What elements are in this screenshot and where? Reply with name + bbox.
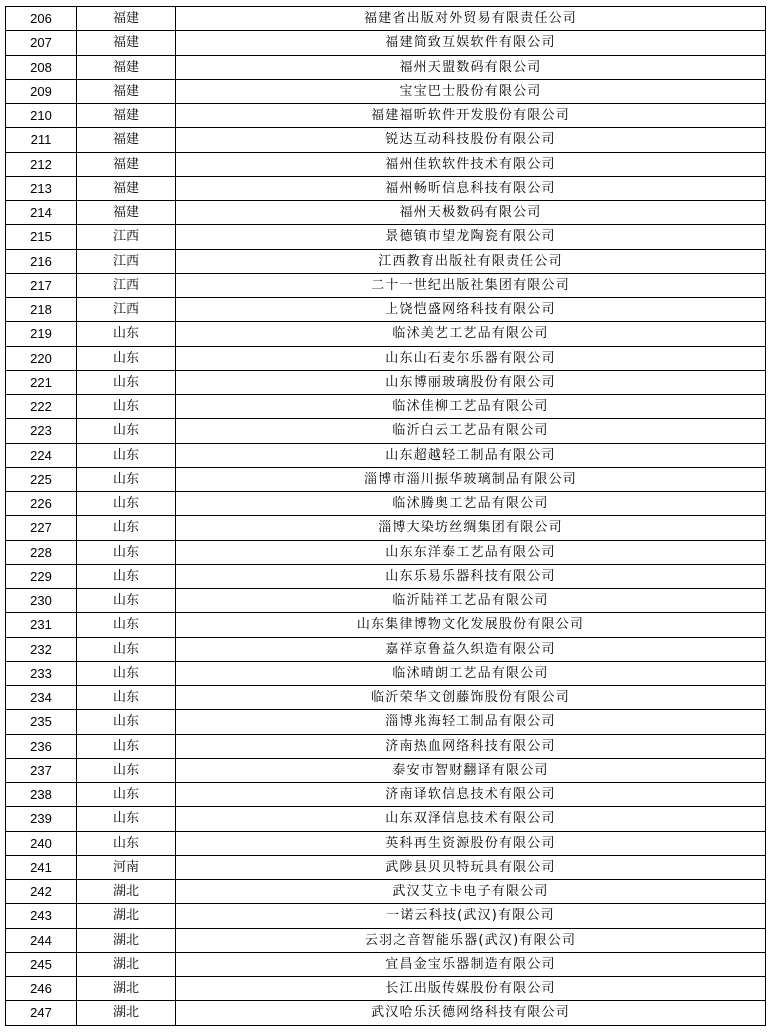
table-row xyxy=(6,734,766,758)
row-number-cell: 221 xyxy=(6,370,77,394)
company-name-cell: 临沭美艺工艺品有限公司 xyxy=(176,322,766,346)
table-body xyxy=(6,7,766,1026)
table-row xyxy=(6,637,766,661)
table-row xyxy=(6,613,766,637)
province-cell: 山东 xyxy=(77,758,176,782)
row-number-cell: 246 xyxy=(6,977,77,1001)
table-row xyxy=(6,79,766,103)
table-row xyxy=(6,564,766,588)
company-name-cell: 山东东洋泰工艺品有限公司 xyxy=(176,540,766,564)
table-row xyxy=(6,322,766,346)
table-row xyxy=(6,783,766,807)
company-name-cell: 锐达互动科技股份有限公司 xyxy=(176,128,766,152)
province-cell: 湖北 xyxy=(77,952,176,976)
province-cell: 山东 xyxy=(77,783,176,807)
company-name-cell: 山东集律博物文化发展股份有限公司 xyxy=(176,613,766,637)
province-cell: 山东 xyxy=(77,540,176,564)
row-number-cell: 213 xyxy=(6,176,77,200)
province-cell: 山东 xyxy=(77,637,176,661)
province-cell: 江西 xyxy=(77,298,176,322)
table-row xyxy=(6,31,766,55)
province-cell: 山东 xyxy=(77,419,176,443)
table-row xyxy=(6,758,766,782)
company-name-cell: 福州天极数码有限公司 xyxy=(176,201,766,225)
row-number-cell: 214 xyxy=(6,201,77,225)
table-row xyxy=(6,467,766,491)
row-number-cell: 229 xyxy=(6,564,77,588)
row-number-cell: 209 xyxy=(6,79,77,103)
company-name-cell: 武陟县贝贝特玩具有限公司 xyxy=(176,855,766,879)
province-cell: 山东 xyxy=(77,589,176,613)
table-row xyxy=(6,855,766,879)
row-number-cell: 208 xyxy=(6,55,77,79)
province-cell: 湖北 xyxy=(77,904,176,928)
province-cell: 山东 xyxy=(77,564,176,588)
province-cell: 福建 xyxy=(77,152,176,176)
province-cell: 山东 xyxy=(77,734,176,758)
row-number-cell: 240 xyxy=(6,831,77,855)
row-number-cell: 210 xyxy=(6,104,77,128)
company-name-cell: 宜昌金宝乐器制造有限公司 xyxy=(176,952,766,976)
province-cell: 山东 xyxy=(77,322,176,346)
province-cell: 山东 xyxy=(77,443,176,467)
table-row xyxy=(6,225,766,249)
province-cell: 山东 xyxy=(77,686,176,710)
row-number-cell: 219 xyxy=(6,322,77,346)
table-row xyxy=(6,1001,766,1025)
company-name-cell: 济南译软信息技术有限公司 xyxy=(176,783,766,807)
company-name-cell: 福州天盟数码有限公司 xyxy=(176,55,766,79)
province-cell: 福建 xyxy=(77,104,176,128)
table-row xyxy=(6,104,766,128)
company-name-cell: 临沂荣华文创藤饰股份有限公司 xyxy=(176,686,766,710)
row-number-cell: 227 xyxy=(6,516,77,540)
table-row xyxy=(6,831,766,855)
table-row xyxy=(6,589,766,613)
province-cell: 福建 xyxy=(77,55,176,79)
row-number-cell: 217 xyxy=(6,273,77,297)
company-name-cell: 宝宝巴士股份有限公司 xyxy=(176,79,766,103)
company-name-cell: 临沂陆祥工艺品有限公司 xyxy=(176,589,766,613)
province-cell: 湖北 xyxy=(77,928,176,952)
company-list-table xyxy=(5,6,766,1026)
row-number-cell: 239 xyxy=(6,807,77,831)
company-name-cell: 泰安市智财翻译有限公司 xyxy=(176,758,766,782)
row-number-cell: 245 xyxy=(6,952,77,976)
table-row xyxy=(6,686,766,710)
province-cell: 山东 xyxy=(77,370,176,394)
province-cell: 山东 xyxy=(77,661,176,685)
table-row xyxy=(6,152,766,176)
table-row xyxy=(6,419,766,443)
row-number-cell: 233 xyxy=(6,661,77,685)
row-number-cell: 220 xyxy=(6,346,77,370)
table-row xyxy=(6,904,766,928)
table-row xyxy=(6,7,766,31)
company-list-table-container xyxy=(5,6,765,1026)
province-cell: 山东 xyxy=(77,710,176,734)
company-name-cell: 淄博大染坊丝绸集团有限公司 xyxy=(176,516,766,540)
table-row xyxy=(6,346,766,370)
table-row xyxy=(6,201,766,225)
row-number-cell: 247 xyxy=(6,1001,77,1025)
row-number-cell: 241 xyxy=(6,855,77,879)
province-cell: 山东 xyxy=(77,831,176,855)
company-name-cell: 山东山石麦尔乐器有限公司 xyxy=(176,346,766,370)
table-row xyxy=(6,710,766,734)
row-number-cell: 230 xyxy=(6,589,77,613)
province-cell: 福建 xyxy=(77,79,176,103)
province-cell: 福建 xyxy=(77,176,176,200)
table-row xyxy=(6,370,766,394)
row-number-cell: 216 xyxy=(6,249,77,273)
province-cell: 山东 xyxy=(77,613,176,637)
company-name-cell: 武汉艾立卡电子有限公司 xyxy=(176,880,766,904)
row-number-cell: 218 xyxy=(6,298,77,322)
row-number-cell: 243 xyxy=(6,904,77,928)
row-number-cell: 226 xyxy=(6,492,77,516)
table-row xyxy=(6,516,766,540)
row-number-cell: 234 xyxy=(6,686,77,710)
row-number-cell: 237 xyxy=(6,758,77,782)
province-cell: 江西 xyxy=(77,273,176,297)
company-name-cell: 福建省出版对外贸易有限责任公司 xyxy=(176,7,766,31)
company-name-cell: 山东乐易乐器科技有限公司 xyxy=(176,564,766,588)
row-number-cell: 235 xyxy=(6,710,77,734)
company-name-cell: 淄博市淄川振华玻璃制品有限公司 xyxy=(176,467,766,491)
row-number-cell: 224 xyxy=(6,443,77,467)
company-name-cell: 英科再生资源股份有限公司 xyxy=(176,831,766,855)
row-number-cell: 236 xyxy=(6,734,77,758)
row-number-cell: 222 xyxy=(6,395,77,419)
company-name-cell: 济南热血网络科技有限公司 xyxy=(176,734,766,758)
company-name-cell: 福建福昕软件开发股份有限公司 xyxy=(176,104,766,128)
company-name-cell: 临沂白云工艺品有限公司 xyxy=(176,419,766,443)
company-name-cell: 云羽之音智能乐器(武汉)有限公司 xyxy=(176,928,766,952)
company-name-cell: 江西教育出版社有限责任公司 xyxy=(176,249,766,273)
province-cell: 山东 xyxy=(77,516,176,540)
table-row xyxy=(6,176,766,200)
company-name-cell: 嘉祥京鲁益久织造有限公司 xyxy=(176,637,766,661)
company-name-cell: 武汉哈乐沃德网络科技有限公司 xyxy=(176,1001,766,1025)
table-row xyxy=(6,443,766,467)
province-cell: 湖北 xyxy=(77,880,176,904)
row-number-cell: 207 xyxy=(6,31,77,55)
table-row xyxy=(6,395,766,419)
table-row xyxy=(6,273,766,297)
province-cell: 福建 xyxy=(77,7,176,31)
row-number-cell: 231 xyxy=(6,613,77,637)
province-cell: 山东 xyxy=(77,346,176,370)
row-number-cell: 223 xyxy=(6,419,77,443)
company-name-cell: 临沭腾奥工艺品有限公司 xyxy=(176,492,766,516)
province-cell: 福建 xyxy=(77,201,176,225)
table-row xyxy=(6,492,766,516)
company-name-cell: 福州佳软软件技术有限公司 xyxy=(176,152,766,176)
row-number-cell: 228 xyxy=(6,540,77,564)
province-cell: 山东 xyxy=(77,467,176,491)
table-row xyxy=(6,977,766,1001)
company-name-cell: 二十一世纪出版社集团有限公司 xyxy=(176,273,766,297)
company-name-cell: 淄博兆海轻工制品有限公司 xyxy=(176,710,766,734)
company-name-cell: 临沭佳柳工艺品有限公司 xyxy=(176,395,766,419)
company-name-cell: 长江出版传媒股份有限公司 xyxy=(176,977,766,1001)
row-number-cell: 238 xyxy=(6,783,77,807)
province-cell: 湖北 xyxy=(77,1001,176,1025)
province-cell: 江西 xyxy=(77,225,176,249)
table-row xyxy=(6,661,766,685)
row-number-cell: 242 xyxy=(6,880,77,904)
company-name-cell: 山东超越轻工制品有限公司 xyxy=(176,443,766,467)
company-name-cell: 景德镇市望龙陶瓷有限公司 xyxy=(176,225,766,249)
table-row xyxy=(6,55,766,79)
province-cell: 江西 xyxy=(77,249,176,273)
table-row xyxy=(6,298,766,322)
table-row xyxy=(6,880,766,904)
table-row xyxy=(6,249,766,273)
table-row xyxy=(6,952,766,976)
table-row xyxy=(6,928,766,952)
province-cell: 山东 xyxy=(77,807,176,831)
table-row xyxy=(6,807,766,831)
row-number-cell: 225 xyxy=(6,467,77,491)
row-number-cell: 232 xyxy=(6,637,77,661)
province-cell: 山东 xyxy=(77,395,176,419)
company-name-cell: 山东双泽信息技术有限公司 xyxy=(176,807,766,831)
table-row xyxy=(6,128,766,152)
province-cell: 山东 xyxy=(77,492,176,516)
row-number-cell: 212 xyxy=(6,152,77,176)
company-name-cell: 山东博丽玻璃股份有限公司 xyxy=(176,370,766,394)
row-number-cell: 206 xyxy=(6,7,77,31)
province-cell: 湖北 xyxy=(77,977,176,1001)
row-number-cell: 244 xyxy=(6,928,77,952)
province-cell: 福建 xyxy=(77,128,176,152)
company-name-cell: 临沭晴朗工艺品有限公司 xyxy=(176,661,766,685)
company-name-cell: 福建简致互娱软件有限公司 xyxy=(176,31,766,55)
province-cell: 河南 xyxy=(77,855,176,879)
company-name-cell: 上饶恺盛网络科技有限公司 xyxy=(176,298,766,322)
province-cell: 福建 xyxy=(77,31,176,55)
company-name-cell: 福州畅昕信息科技有限公司 xyxy=(176,176,766,200)
company-name-cell: 一诺云科技(武汉)有限公司 xyxy=(176,904,766,928)
table-row xyxy=(6,540,766,564)
row-number-cell: 211 xyxy=(6,128,77,152)
row-number-cell: 215 xyxy=(6,225,77,249)
